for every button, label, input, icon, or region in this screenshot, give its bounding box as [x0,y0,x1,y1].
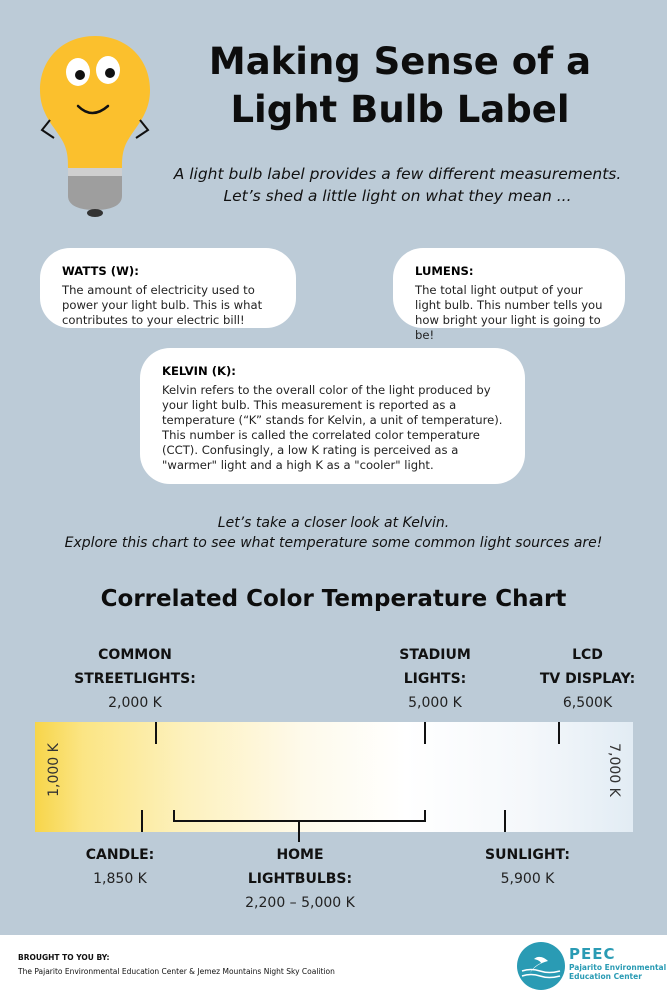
label-streetlights [55,643,215,715]
home-name-2: LIGHTBULBS: [247,871,353,887]
title-line-1: Making Sense of a [208,40,592,83]
candle-value: 1,850 K [93,871,147,887]
home-name-1: HOME [276,847,324,863]
explore-line-1: Let’s take a closer look at Kelvin. [217,515,450,531]
watts-card [40,248,296,328]
intro-text [140,163,655,207]
label-lcd [520,643,655,715]
lumens-heading: LUMENS: [415,264,474,278]
streetlights-value: 2,000 K [108,695,162,711]
home-value: 2,200 – 5,000 K [245,895,355,911]
tick-stadium [424,722,426,744]
chart-title: Correlated Color Temperature Chart [100,586,567,612]
stadium-name-2: LIGHTS: [403,671,467,687]
title-line-2: Light Bulb Label [230,88,570,131]
kelvin-body: Kelvin refers to the overall color of the light produced by your light bulb. This measurement is reported as a temperature (“K” stands for Kelvin, a unit of temperature). This number is called the correlated color temperature (CCT). Confusingly, a low K rating is perceived as a "warmer" light and a high K as a "cooler" light. [162,383,503,472]
stadium-name-1: STADIUM [399,647,471,663]
tick-lcd [558,722,560,744]
label-sunlight [460,843,595,891]
label-home [210,843,390,915]
watts-heading: WATTS (W): [62,264,139,278]
streetlights-name-2: STREETLIGHTS: [74,671,196,687]
tick-streetlights [155,722,157,744]
page-title [170,38,630,134]
lumens-card [393,248,625,342]
explore-line-2: Explore this chart to see what temperature some common light sources are! [64,535,603,551]
peec-logo-text: PEEC [569,945,616,963]
streetlights-name-1: COMMON [98,647,172,663]
intro-line-1: A light bulb label provides a few different measurements. [173,165,622,183]
brought-to-you-label: BROUGHT TO YOU BY: [18,953,110,962]
candle-name: CANDLE: [85,847,155,863]
peec-logo-subtitle [569,963,666,981]
lcd-name-2: TV DISPLAY: [539,671,636,687]
tick-sunlight [504,810,506,832]
stadium-value: 5,000 K [408,695,462,711]
color-temperature-bar [35,722,633,832]
peec-sub-line-1: Pajarito Environmental [569,963,667,972]
range-home-stem [298,820,300,842]
lcd-value: 6,500K [562,695,613,711]
intro-line-2: Let’s shed a little light on what they mean ... [223,187,572,205]
lumens-body: The total light output of your light bulb. This number tells you how bright your light is going to be! [415,283,603,342]
credit-text: The Pajarito Environmental Education Center & Jemez Mountains Night Sky Coalition [18,967,335,976]
peec-bird-logo-icon [516,941,566,991]
kelvin-heading: KELVIN (K): [162,364,236,378]
kelvin-card [140,348,525,484]
lcd-name-1: LCD [572,647,603,663]
label-stadium [365,643,505,715]
explore-text [0,513,667,553]
label-candle [50,843,190,891]
sunlight-name: SUNLIGHT: [485,847,570,863]
sunlight-value: 5,900 K [500,871,555,887]
scale-max-label: 7,000 K [606,743,623,797]
scale-min-label: 1,000 K [45,743,62,797]
peec-sub-line-2: Education Center [569,972,642,981]
tick-candle [141,810,143,832]
watts-body: The amount of electricity used to power your light bulb. This is what contributes to your electric bill! [62,283,263,327]
